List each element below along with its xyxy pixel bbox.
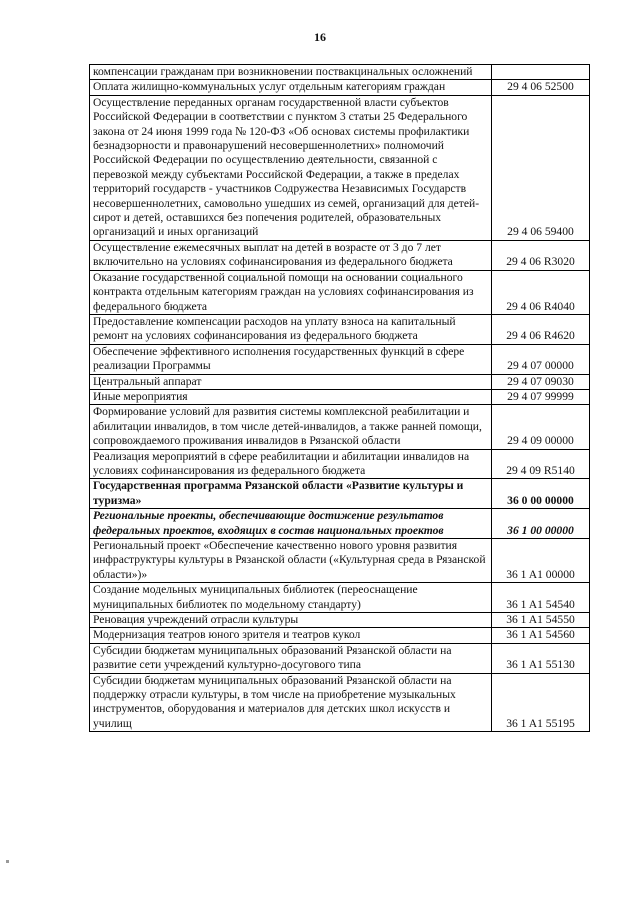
row-code: 29 4 06 59400 — [492, 95, 590, 240]
table-row — [90, 80, 590, 95]
table-row — [90, 449, 590, 479]
row-name: Иные мероприятия — [90, 389, 492, 404]
row-name: Обеспечение эффективного исполнения государственных функций в сфере реализации Программы — [90, 344, 492, 374]
row-name: Реновация учреждений отрасли культуры — [90, 613, 492, 628]
table-row-subprogram — [90, 509, 590, 539]
row-name: Осуществление ежемесячных выплат на детей в возрасте от 3 до 7 лет включительно на условиях софинансирования из федерального бюджета — [90, 240, 492, 270]
table-row — [90, 613, 590, 628]
page-number: 16 — [314, 30, 326, 44]
row-code: 29 4 06 R4620 — [492, 314, 590, 344]
row-name: Субсидии бюджетам муниципальных образований Рязанской области на поддержку отрасли культуры, в том числе на приобретение музыкальных инструментов, оборудования и материалов для детских школ искусств и училищ — [90, 673, 492, 732]
row-name: компенсации гражданам при возникновении поствакцинальных осложнений — [90, 65, 492, 80]
row-name: Оказание государственной социальной помощи на основании социального контракта отдельным категориям граждан на условиях софинансирования из федерального бюджета — [90, 270, 492, 314]
row-code: 36 1 A1 54540 — [492, 583, 590, 613]
row-code: 36 1 A1 55130 — [492, 643, 590, 673]
row-code: 29 4 06 52500 — [492, 80, 590, 95]
row-code: 29 4 09 00000 — [492, 405, 590, 449]
row-code: 36 0 00 00000 — [492, 479, 590, 509]
table-row — [90, 583, 590, 613]
row-code: 29 4 06 R3020 — [492, 240, 590, 270]
table-row — [90, 95, 590, 240]
table-row — [90, 673, 590, 732]
table-row — [90, 344, 590, 374]
row-code — [492, 65, 590, 80]
row-name: Предоставление компенсации расходов на уплату взноса на капитальный ремонт на условиях софинансирования из федерального бюджета — [90, 314, 492, 344]
row-name: Осуществление переданных органам государственной власти субъектов Российской Федерации в соответствии с пунктом 3 статьи 25 Федерального закона от 24 июня 1999 года № 120-ФЗ «Об основах системы профилактики безнадзорности и правонарушений несовершеннолетних» полномочий Российской Федерации по осуществлению деятельности, связанной с перевозкой между субъектами Российской Федерации, а также в пределах территорий государств - участников Содружества Независимых Государств несовершеннолетних, самовольно ушедших из семей, организаций для детей-сирот и детей, оставшихся без попечения родителей, образовательных организаций и иных организаций — [90, 95, 492, 240]
table-row — [90, 539, 590, 583]
row-code: 29 4 07 99999 — [492, 389, 590, 404]
row-name: Оплата жилищно-коммунальных услуг отдельным категориям граждан — [90, 80, 492, 95]
row-name: Реализация мероприятий в сфере реабилитации и абилитации инвалидов на условиях софинансирования из федерального бюджета — [90, 449, 492, 479]
table-row-program — [90, 479, 590, 509]
table-row — [90, 628, 590, 643]
row-name: Модернизация театров юного зрителя и театров кукол — [90, 628, 492, 643]
row-code: 36 1 A1 54550 — [492, 613, 590, 628]
table-row — [90, 270, 590, 314]
row-name: Создание модельных муниципальных библиотек (переоснащение муниципальных библиотек по модельному стандарту) — [90, 583, 492, 613]
row-name: Формирование условий для развития системы комплексной реабилитации и абилитации инвалидов, в том числе детей-инвалидов, а также ранней помощи, сопровождаемого проживания инвалидов в Рязанской области — [90, 405, 492, 449]
row-name: Центральный аппарат — [90, 374, 492, 389]
row-code: 29 4 06 R4040 — [492, 270, 590, 314]
table-row — [90, 65, 590, 80]
table-row — [90, 389, 590, 404]
row-code: 29 4 07 00000 — [492, 344, 590, 374]
table-row — [90, 314, 590, 344]
table-row — [90, 643, 590, 673]
row-name: Региональный проект «Обеспечение качественно нового уровня развития инфраструктуры культуры в Рязанской области («Культурная среда в Рязанской области»)» — [90, 539, 492, 583]
table-row — [90, 405, 590, 449]
scan-speck — [6, 860, 9, 863]
row-name: Субсидии бюджетам муниципальных образований Рязанской области на развитие сети учреждений культурно-досугового типа — [90, 643, 492, 673]
row-code: 36 1 A1 00000 — [492, 539, 590, 583]
table-row — [90, 240, 590, 270]
row-name: Государственная программа Рязанской области «Развитие культуры и туризма» — [90, 479, 492, 509]
budget-classification-table — [89, 64, 590, 732]
row-code: 36 1 00 00000 — [492, 509, 590, 539]
row-code: 36 1 A1 54560 — [492, 628, 590, 643]
row-code: 36 1 A1 55195 — [492, 673, 590, 732]
row-code: 29 4 07 09030 — [492, 374, 590, 389]
row-code: 29 4 09 R5140 — [492, 449, 590, 479]
row-name: Региональные проекты, обеспечивающие достижение результатов федеральных проектов, входящих в состав национальных проектов — [90, 509, 492, 539]
table-row — [90, 374, 590, 389]
